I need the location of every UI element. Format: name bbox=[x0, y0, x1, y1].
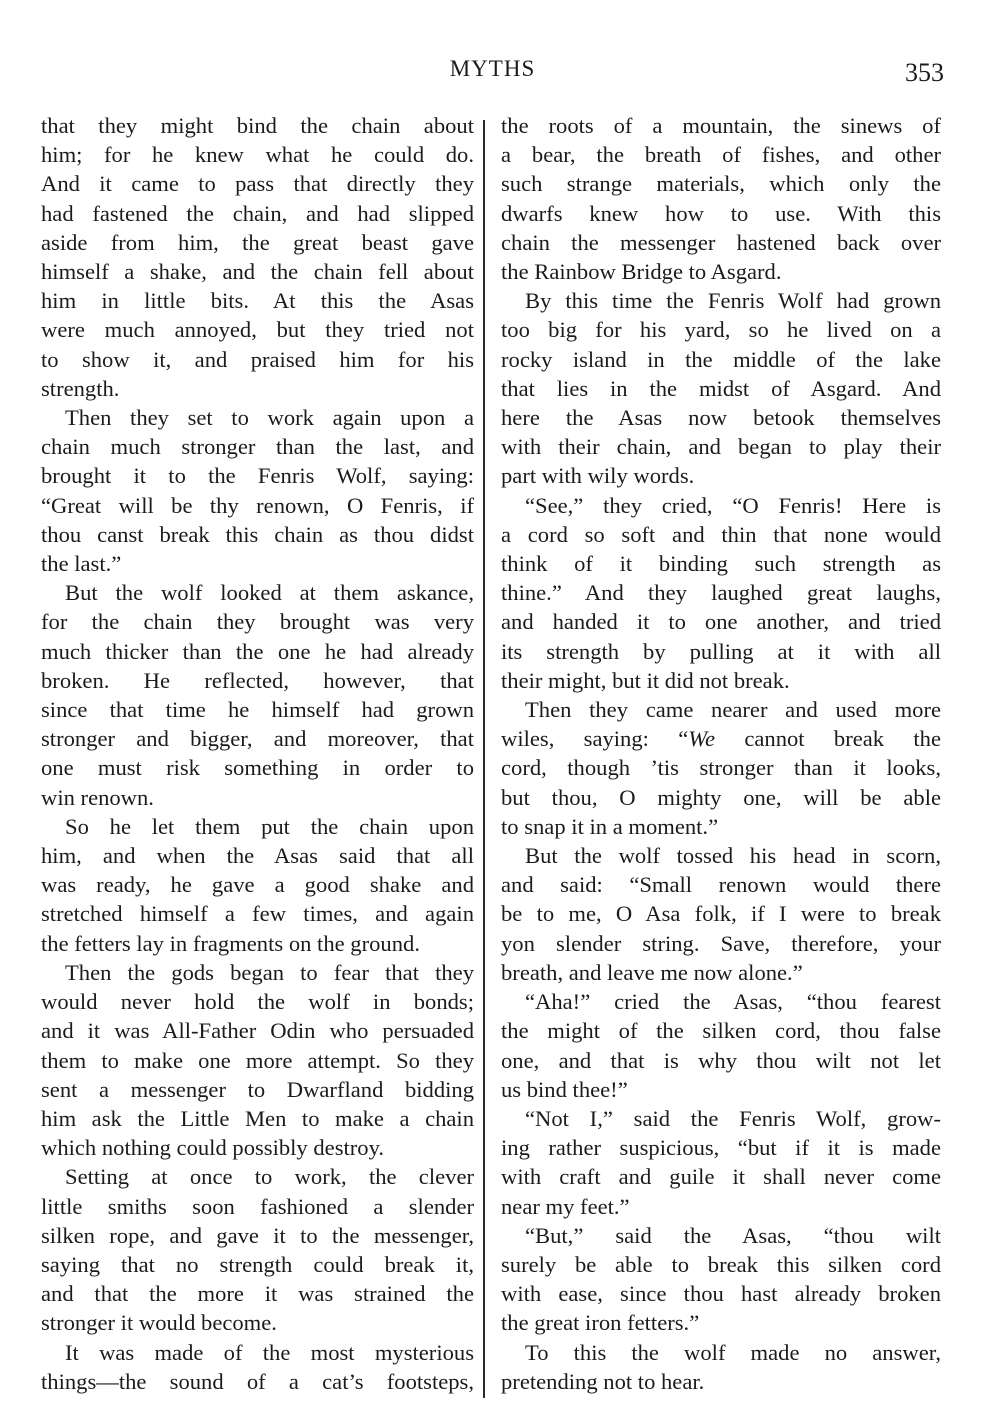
text-line: had fastened the chain, and had slipped bbox=[41, 200, 474, 226]
text-line: Then they came nearer and used more bbox=[525, 697, 941, 723]
text-line: which nothing could possibly destroy. bbox=[41, 1135, 385, 1161]
text-line: And it came to pass that directly they bbox=[41, 171, 474, 197]
text-line: the Rainbow Bridge to Asgard. bbox=[501, 259, 782, 285]
right-column bbox=[501, 111, 941, 1396]
text-line: chain the messenger hastened back over bbox=[501, 229, 941, 255]
text-line: was ready, he gave a good shake and bbox=[41, 872, 474, 898]
text-line: himself a shake, and the chain fell about bbox=[41, 259, 474, 285]
running-title: MYTHS bbox=[449, 56, 536, 81]
text-line bbox=[501, 724, 941, 753]
text-line: surely be able to break this silken cord bbox=[501, 1251, 941, 1277]
text-line: and said: “Small renown would there bbox=[501, 872, 941, 898]
running-head bbox=[0, 56, 1000, 90]
text-line: little smiths soon fashioned a slender bbox=[41, 1193, 474, 1219]
text-line: strength. bbox=[41, 375, 120, 401]
text-line: things—the sound of a cat’s footsteps, bbox=[41, 1368, 474, 1394]
text-line: stronger and bigger, and moreover, that bbox=[41, 726, 474, 752]
text-line: for the chain they brought was very bbox=[41, 609, 474, 635]
text-line: much thicker than the one he had already bbox=[41, 638, 474, 664]
left-column bbox=[41, 111, 474, 1396]
text-line: To this the wolf made no answer, bbox=[525, 1339, 941, 1365]
text-line: with craft and guile it shall never come bbox=[501, 1164, 941, 1190]
text-line: and it was All-Father Odin who persuaded bbox=[41, 1018, 474, 1044]
text-line: It was made of the most mysterious bbox=[65, 1339, 474, 1365]
text-line: But the wolf looked at them askance, bbox=[65, 580, 474, 606]
text-line: stronger it would become. bbox=[41, 1310, 277, 1336]
text-line: the last.” bbox=[41, 551, 122, 577]
text-line: stretched himself a few times, and again bbox=[41, 901, 474, 927]
text-line: one, and that is why thou wilt not let bbox=[501, 1047, 941, 1073]
page-number: 353 bbox=[905, 58, 944, 87]
text-line: him ask the Little Men to make a chain bbox=[41, 1105, 474, 1131]
text-line: brought it to the Fenris Wolf, saying: bbox=[41, 463, 474, 489]
text-line: him; for he knew what he could do. bbox=[41, 142, 474, 168]
text-line: So he let them put the chain upon bbox=[65, 813, 474, 839]
text-line: “Not I,” said the Fenris Wolf, grow- bbox=[525, 1105, 941, 1131]
text-line: but thou, O mighty one, will be able bbox=[501, 784, 941, 810]
text-line: with their chain, and began to play their bbox=[501, 434, 941, 460]
text-line: and that the more it was strained the bbox=[41, 1281, 474, 1307]
text-line: “But,” said the Asas, “thou wilt bbox=[525, 1222, 941, 1248]
text-line: ing rather suspicious, “but if it is made bbox=[501, 1135, 941, 1161]
text-segment: wiles, saying: “ bbox=[501, 726, 689, 752]
text-line: their might, but it did not break. bbox=[501, 667, 790, 693]
column-divider bbox=[483, 120, 485, 1398]
text-line: chain much stronger than the last, and bbox=[41, 434, 474, 460]
text-line: aside from him, the great beast gave bbox=[41, 229, 474, 255]
text-line: the roots of a mountain, the sinews of bbox=[501, 113, 941, 138]
text-line: the might of the silken cord, thou false bbox=[501, 1018, 941, 1044]
text-line: be to me, O Asa folk, if I were to break bbox=[501, 901, 941, 927]
text-line: “See,” they cried, “O Fenris! Here is bbox=[525, 492, 941, 518]
text-line: Then they set to work again upon a bbox=[65, 405, 474, 431]
text-line: were much annoyed, but they tried not bbox=[41, 317, 474, 343]
text-line: that they might bind the chain about bbox=[41, 113, 474, 138]
text-line: a cord so soft and thin that none would bbox=[501, 521, 941, 547]
text-line: pretending not to hear. bbox=[501, 1368, 705, 1394]
text-line: breath, and leave me now alone.” bbox=[501, 959, 803, 985]
text-line: him, and when the Asas said that all bbox=[41, 843, 474, 869]
text-line: with ease, since thou hast already broken bbox=[501, 1281, 941, 1307]
text-line: win renown. bbox=[41, 784, 154, 810]
text-line: Then the gods began to fear that they bbox=[65, 959, 474, 985]
italic-word: We bbox=[688, 726, 716, 752]
text-line: and handed it to one another, and tried bbox=[501, 609, 941, 635]
text-line: saying that no strength could break it, bbox=[41, 1251, 474, 1277]
text-line: that lies in the midst of Asgard. And bbox=[501, 375, 941, 401]
text-line: “Aha!” cried the Asas, “thou fearest bbox=[525, 989, 941, 1015]
text-line: him in little bits. At this the Asas bbox=[41, 288, 474, 314]
text-line: would never hold the wolf in bonds; bbox=[41, 989, 474, 1015]
text-line: to show it, and praised him for his bbox=[41, 346, 474, 372]
text-line: dwarfs knew how to use. With this bbox=[501, 200, 941, 226]
text-line: near my feet.” bbox=[501, 1193, 630, 1219]
text-line: rocky island in the middle of the lake bbox=[501, 346, 941, 372]
text-line: the great iron fetters.” bbox=[501, 1310, 700, 1336]
text-line: part with wily words. bbox=[501, 463, 695, 489]
text-line: think of it binding such strength as bbox=[501, 551, 941, 577]
text-line: sent a messenger to Dwarfland bidding bbox=[41, 1076, 474, 1102]
text-line: yon slender string. Save, therefore, your bbox=[501, 930, 941, 956]
text-line: to snap it in a moment.” bbox=[501, 813, 719, 839]
text-line: since that time he himself had grown bbox=[41, 697, 474, 723]
text-line: cord, though ’tis stronger than it looks, bbox=[501, 755, 941, 781]
text-line: thine.” And they laughed great laughs, bbox=[501, 580, 941, 606]
text-line: us bind thee!” bbox=[501, 1076, 628, 1102]
text-line: the fetters lay in fragments on the ground. bbox=[41, 930, 420, 956]
text-line: a bear, the breath of fishes, and other bbox=[501, 142, 941, 168]
text-line: Setting at once to work, the clever bbox=[65, 1164, 474, 1190]
text-line: one must risk something in order to bbox=[41, 755, 474, 781]
text-line: By this time the Fenris Wolf had grown bbox=[525, 288, 941, 314]
text-line: here the Asas now betook themselves bbox=[501, 405, 941, 431]
text-line: But the wolf tossed his head in scorn, bbox=[525, 843, 941, 869]
text-line: its strength by pulling at it with all bbox=[501, 638, 941, 664]
text-line: such strange materials, which only the bbox=[501, 171, 941, 197]
text-line: silken rope, and gave it to the messenger, bbox=[41, 1222, 474, 1248]
text-line: “Great will be thy renown, O Fenris, if bbox=[41, 492, 474, 518]
text-line: thou canst break this chain as thou didst bbox=[41, 521, 474, 547]
text-line: broken. He reflected, however, that bbox=[41, 667, 474, 693]
text-segment: cannot break the bbox=[715, 726, 941, 752]
text-line: them to make one more attempt. So they bbox=[41, 1047, 474, 1073]
text-line: too big for his yard, so he lived on a bbox=[501, 317, 941, 343]
